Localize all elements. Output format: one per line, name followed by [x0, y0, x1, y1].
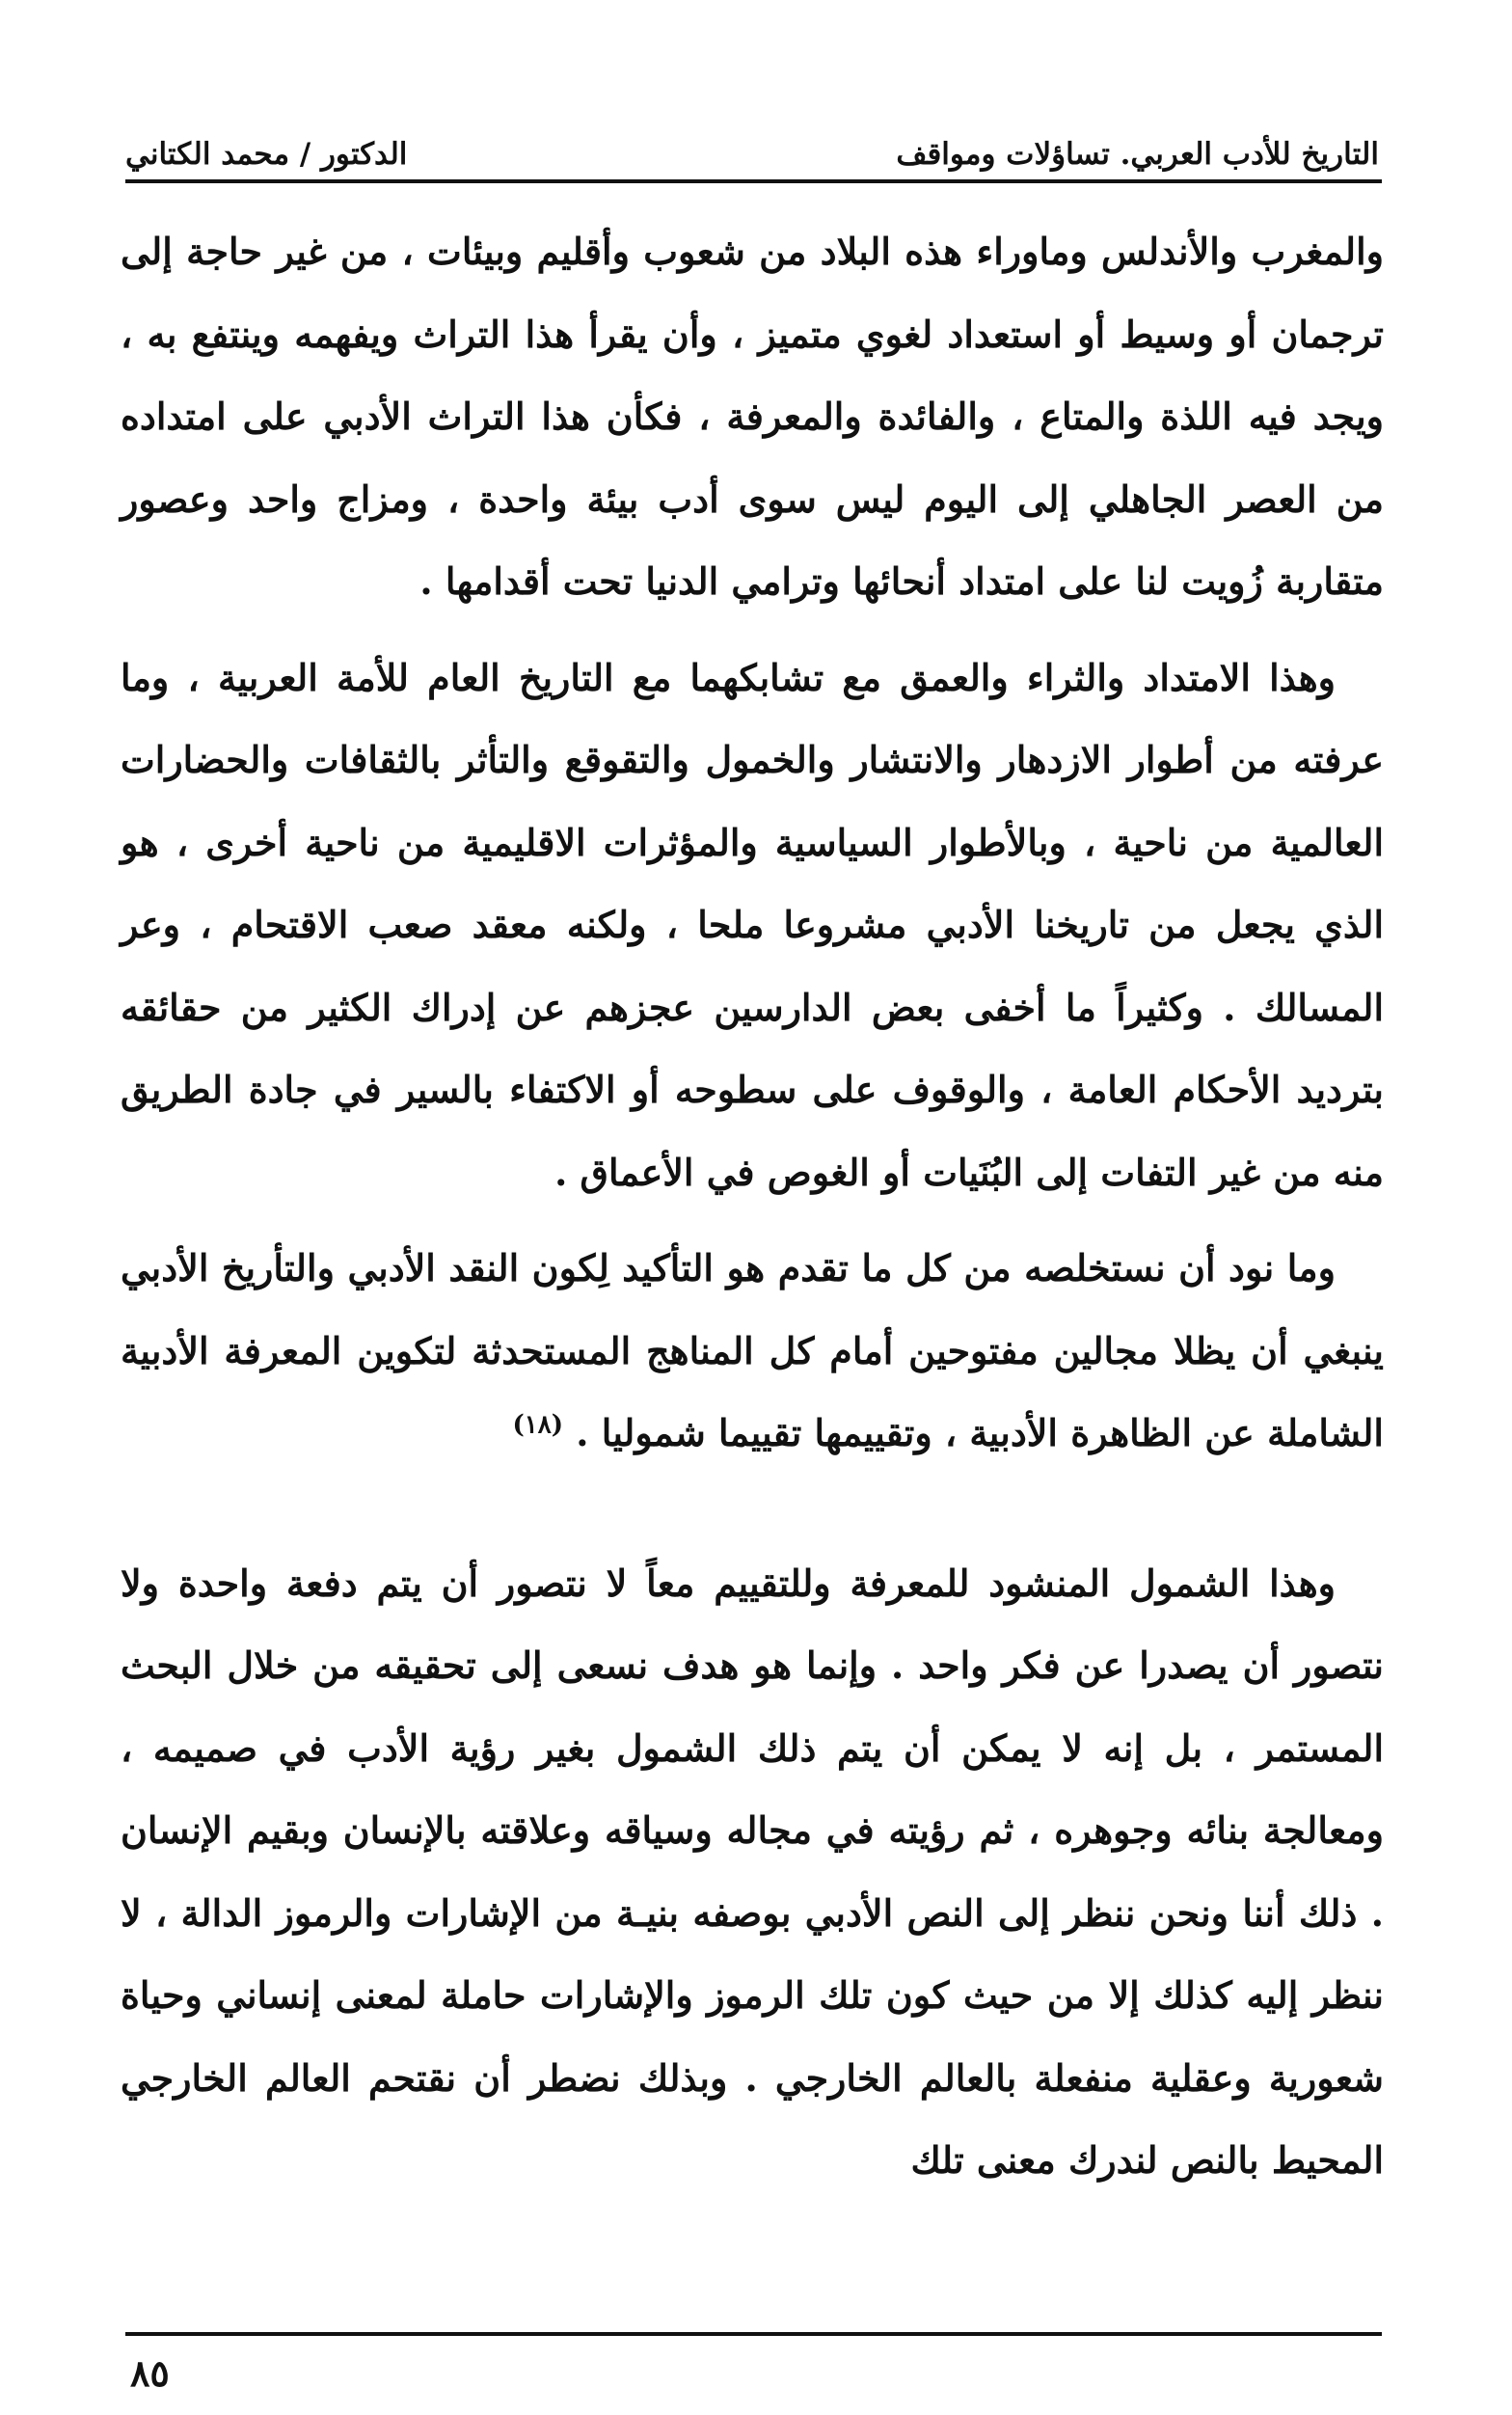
body-text	[121, 210, 1384, 2202]
paragraph-1: والمغرب والأندلس وماوراء هذه البلاد من شعوب وأقليم وبيئات ، من غير حاجة إلى ترجمان أو وسيط أو استعداد لغوي متميز ، وأن يقرأ هذا التراث ويفهمه وينتفع به ، ويجد فيه اللذة والمتاع ، والفائدة والمعرفة ، فكأن هذا التراث الأدبي على امتداده من العصر الجاهلي إلى اليوم ليس سوى أدب بيئة واحدة ، ومزاج واحد وعصور متقاربة زُويت لنا على امتداد أنحائها وترامي الدنيا تحت أقدامها .	[121, 230, 1384, 603]
paragraph-3-text: وما نود أن نستخلصه من كل ما تقدم هو التأكيد لِكون النقد الأدبي والتأريخ الأدبي ينبغي أن يظلا مجالين مفتوحين أمام كل المناهج المستحدثة لتكوين المعرفة الأدبية الشاملة عن الظاهرة الأدبية ، وتقييمها تقييما شموليا .	[121, 1246, 1384, 1454]
footer-divider	[125, 2332, 1382, 2336]
footnote-reference: (١٨)	[512, 1410, 564, 1440]
author-name: الدكتور / محمد الكتاني	[125, 137, 408, 172]
header-divider	[125, 179, 1382, 183]
running-header	[125, 114, 1379, 172]
book-title: التاريخ للأدب العربي. تساؤلات ومواقف	[896, 137, 1379, 172]
paragraph-4: وهذا الشمول المنشود للمعرفة وللتقييم معاً لا نتصور أن يتم دفعة واحدة ولا نتصور أن يصدرا عن فكر واحد . وإنما هو هدف نسعى إلى تحقيقه من خلال البحث المستمر ، بل إنه لا يمكن أن يتم ذلك الشمول بغير رؤية الأدب في صميمه ، ومعالجة بنائه وجوهره ، ثم رؤيته في مجاله وسياقه وعلاقته بالإنسان وبقيم الإنسان . ذلك أننا ونحن ننظر إلى النص الأدبي بوصفه بنيـة من الإشارات والرموز الدالة ، لا ننظر إليه كذلك إلا من حيث كون تلك الرموز والإشارات حاملة لمعنى إنساني وحياة شعورية وعقلية منفعلة بالعالم الخارجي . وبذلك نضطر أن نقتحم العالم الخارجي المحيط بالنص لندرك معنى تلك	[121, 1560, 1384, 2182]
paragraph-3	[121, 1227, 1384, 1475]
paragraph-2: وهذا الامتداد والثراء والعمق مع تشابكهما مع التاريخ العام للأمة العربية ، وما عرفته من أطوار الازدهار والانتشار والخمول والتقوقع والتأثر بالثقافات والحضارات العالمية من ناحية ، وبالأطوار السياسية والمؤثرات الاقليمية من ناحية أخرى ، هو الذي يجعل من تاريخنا الأدبي مشروعا ملحا ، ولكنه معقد صعب الاقتحام ، وعر المسالك . وكثيراً ما أخفى بعض الدارسين عجزهم عن إدراك الكثير من حقائقه بترديد الأحكام العامة ، والوقوف على سطوحه أو الاكتفاء بالسير في جادة الطريق منه من غير التفات إلى البُنَيات أو الغوص في الأعماق .	[121, 655, 1384, 1194]
page-number: ٨٥	[130, 2351, 170, 2395]
